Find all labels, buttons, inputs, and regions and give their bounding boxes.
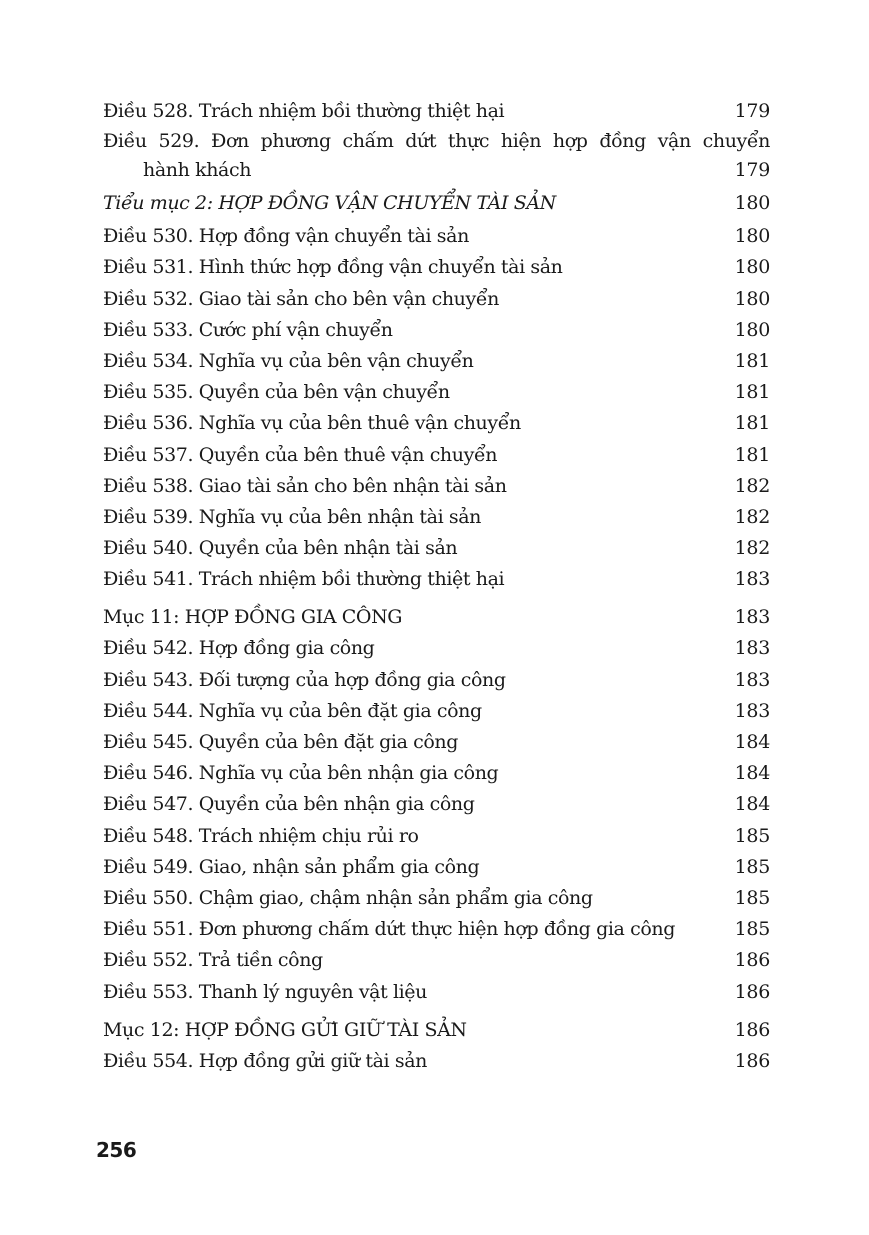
toc-entry-title: Điều 534. Nghĩa vụ của bên vận chuyển (103, 349, 474, 372)
toc-entry-title: Điều 529. Đơn phương chấm dứt thực hiện hợp đồng vận chuyển (103, 130, 770, 153)
toc-entry-page: 181 (734, 443, 770, 466)
toc-entry-page: 186 (734, 1049, 770, 1072)
toc-entry-title: Điều 538. Giao tài sản cho bên nhận tài sản (103, 474, 507, 497)
toc-entry-page: 182 (734, 505, 770, 528)
toc-entry-title: Điều 546. Nghĩa vụ của bên nhận gia công (103, 762, 499, 785)
toc-entry-page: 184 (734, 793, 770, 816)
toc-entry (103, 852, 770, 883)
toc-entry (103, 221, 770, 252)
toc-entry (103, 377, 770, 408)
toc-entry-title: Điều 551. Đơn phương chấm dứt thực hiện hợp đồng gia công (103, 918, 675, 941)
toc-entry-page: 180 (734, 287, 770, 310)
toc-entry-page: 185 (734, 824, 770, 847)
toc-entry (103, 696, 770, 727)
toc-entry-title: Điều 540. Quyền của bên nhận tài sản (103, 537, 458, 560)
toc-entry (103, 408, 770, 439)
toc-entry (103, 945, 770, 976)
toc-entry-title: Điều 547. Quyền của bên nhận gia công (103, 793, 475, 816)
toc-entry-page: 181 (734, 349, 770, 372)
table-of-contents (103, 96, 770, 1077)
toc-entry-title: Điều 552. Trả tiền công (103, 949, 323, 972)
toc-entry (103, 977, 770, 1008)
toc-entry-title: Điều 554. Hợp đồng gửi giữ tài sản (103, 1049, 427, 1072)
toc-entry-title: Điều 549. Giao, nhận sản phẩm gia công (103, 855, 480, 878)
toc-entry (103, 633, 770, 664)
toc-entry-title: Điều 542. Hợp đồng gia công (103, 637, 375, 660)
toc-entry-page: 179 (734, 159, 770, 182)
toc-entry (103, 533, 770, 564)
toc-section-heading (103, 1008, 770, 1046)
toc-entry (103, 471, 770, 502)
toc-entry-title: Điều 544. Nghĩa vụ của bên đặt gia công (103, 699, 482, 722)
toc-entry-title: Điều 545. Quyền của bên đặt gia công (103, 731, 459, 753)
toc-entry-title: Điều 537. Quyền của bên thuê vận chuyển (103, 443, 498, 466)
toc-entry-title: Mục 11: HỢP ĐỒNG GIA CÔNG (103, 606, 403, 629)
toc-entry-page: 186 (734, 1018, 770, 1041)
toc-entry (103, 346, 770, 377)
toc-entry-page: 182 (734, 474, 770, 497)
toc-entry-page: 183 (734, 699, 770, 722)
toc-entry (103, 821, 770, 852)
toc-entry (103, 914, 770, 945)
toc-entry-title: Tiểu mục 2: HỢP ĐỒNG VẬN CHUYỂN TÀI SẢN (103, 192, 556, 215)
toc-entry-page: 180 (734, 225, 770, 248)
toc-entry (103, 564, 770, 595)
toc-entry-title: Điều 541. Trách nhiệm bồi thường thiệt hại (103, 568, 505, 591)
toc-entry (103, 665, 770, 696)
toc-entry (103, 883, 770, 914)
toc-entry-page: 180 (734, 318, 770, 341)
toc-entry-title: Mục 12: HỢP ĐỒNG GỬI GIỮ TÀI SẢN (103, 1018, 467, 1041)
toc-entry-title: Điều 539. Nghĩa vụ của bên nhận tài sản (103, 505, 482, 528)
toc-entry-page: 180 (734, 256, 770, 279)
toc-entry-title: Điều 548. Trách nhiệm chịu rủi ro (103, 824, 419, 847)
toc-entry (103, 1046, 770, 1077)
toc-entry-title-continued: hành khách (143, 159, 252, 182)
toc-entry-page: 182 (734, 537, 770, 560)
toc-entry-page: 186 (734, 980, 770, 1003)
toc-entry-page: 185 (734, 918, 770, 941)
toc-entry (103, 727, 770, 758)
page-number: 256 (96, 1138, 137, 1162)
toc-entry-page: 183 (734, 637, 770, 660)
toc-entry-page: 185 (734, 886, 770, 909)
toc-entry-title: Điều 550. Chậm giao, chậm nhận sản phẩm gia công (103, 886, 593, 909)
toc-entry-page: 181 (734, 381, 770, 404)
toc-entry-page: 184 (734, 731, 770, 753)
toc-entry-page: 183 (734, 568, 770, 591)
toc-entry (103, 440, 770, 471)
toc-entry-title: Điều 536. Nghĩa vụ của bên thuê vận chuyển (103, 412, 521, 435)
toc-entry-page: 184 (734, 762, 770, 785)
toc-entry (103, 758, 770, 789)
toc-entry (103, 502, 770, 533)
toc-entry-page: 183 (734, 606, 770, 629)
toc-entry-title: Điều 553. Thanh lý nguyên vật liệu (103, 980, 427, 1003)
toc-entry-title: Điều 528. Trách nhiệm bồi thường thiệt hại (103, 100, 505, 122)
toc-entry-page: 185 (734, 855, 770, 878)
toc-entry (103, 315, 770, 346)
toc-entry (103, 127, 770, 185)
toc-entry-title: Điều 535. Quyền của bên vận chuyển (103, 381, 450, 404)
toc-entry (103, 96, 770, 127)
toc-entry-title: Điều 530. Hợp đồng vận chuyển tài sản (103, 225, 469, 248)
toc-entry-title: Điều 532. Giao tài sản cho bên vận chuyển (103, 287, 499, 310)
toc-entry-page: 179 (734, 100, 770, 122)
toc-entry-page: 181 (734, 412, 770, 435)
toc-entry-page: 186 (734, 949, 770, 972)
toc-entry-title: Điều 531. Hình thức hợp đồng vận chuyển tài sản (103, 256, 563, 279)
toc-entry (103, 284, 770, 315)
toc-entry-page: 180 (734, 192, 770, 215)
toc-entry-page: 183 (734, 668, 770, 691)
toc-entry-title: Điều 533. Cước phí vận chuyển (103, 318, 393, 341)
toc-subsection-heading (103, 185, 770, 221)
toc-entry (103, 252, 770, 283)
toc-entry-title: Điều 543. Đối tượng của hợp đồng gia công (103, 668, 506, 691)
toc-entry (103, 789, 770, 820)
toc-section-heading (103, 595, 770, 633)
